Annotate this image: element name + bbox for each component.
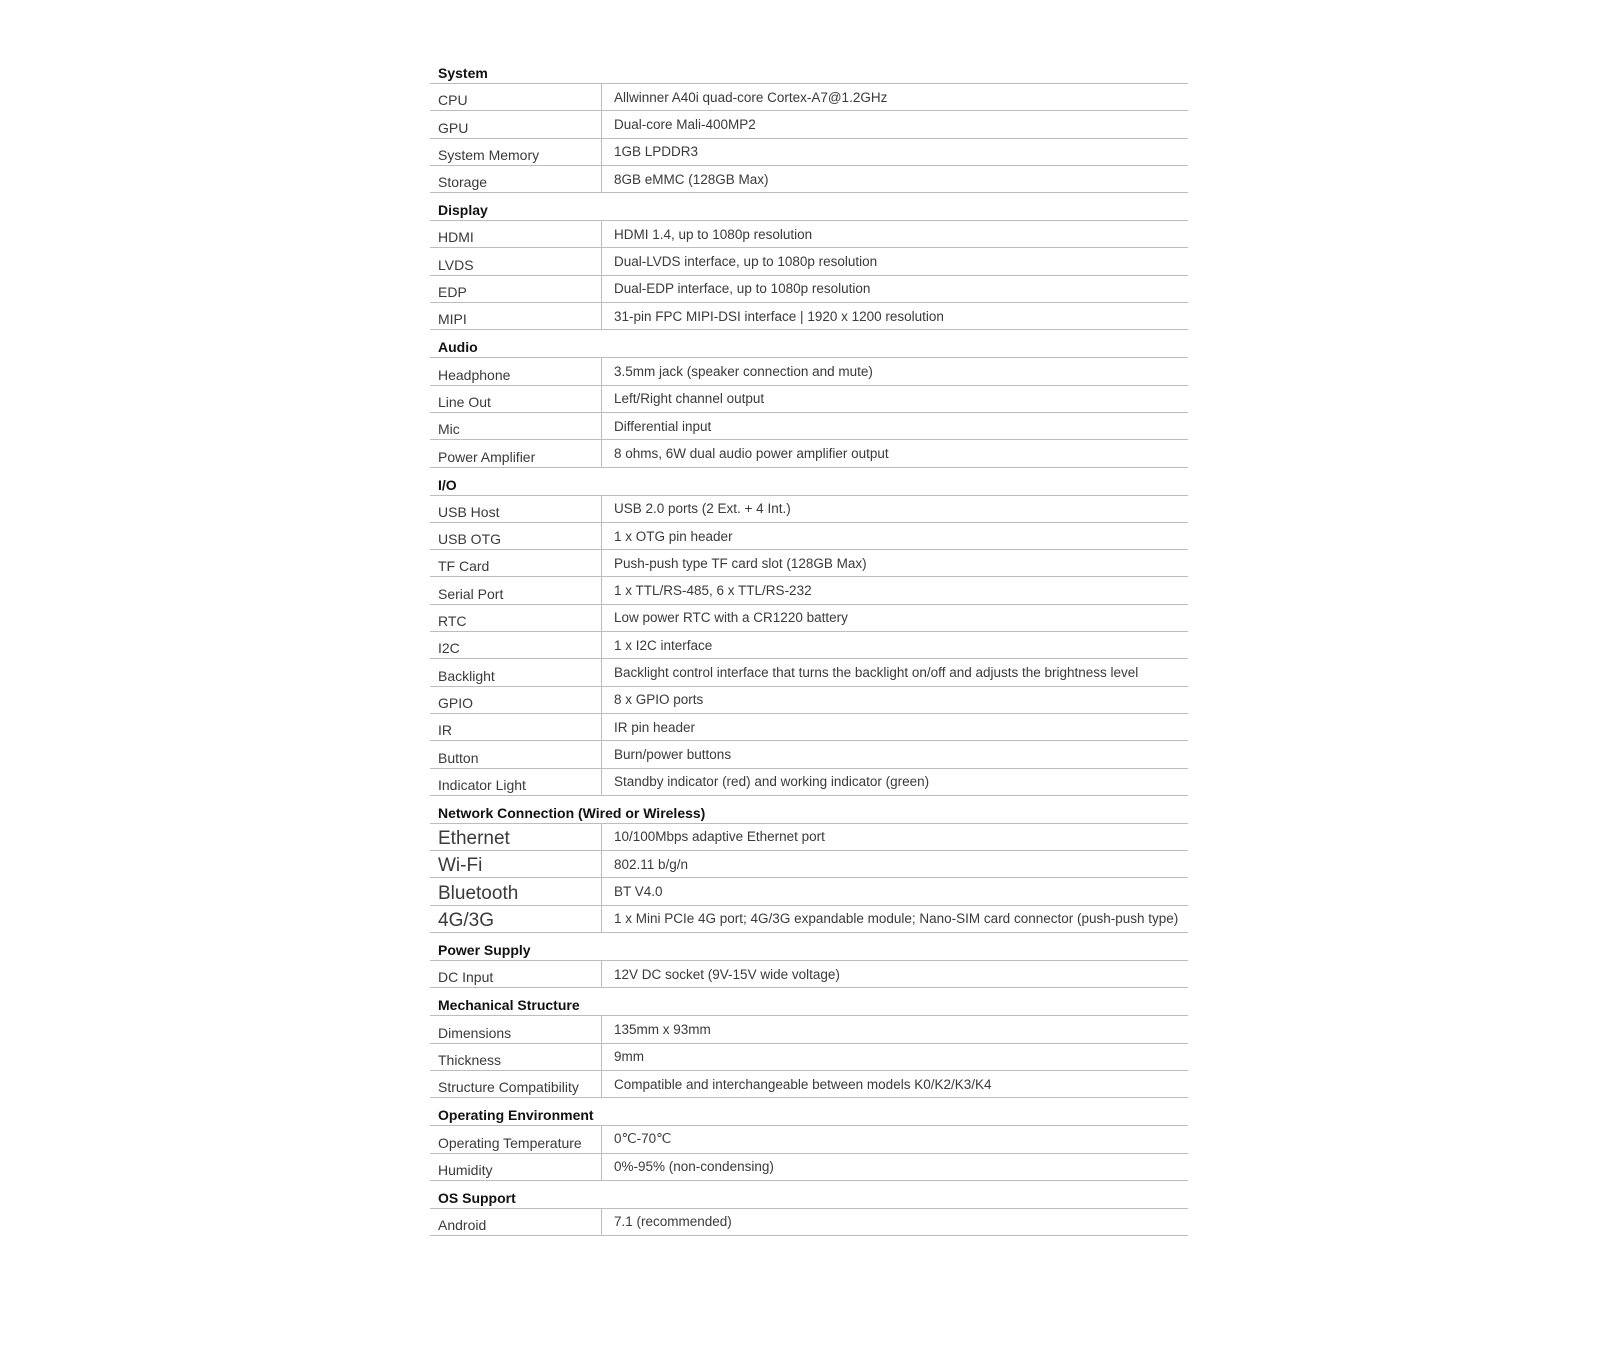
spec-value: 1GB LPDDR3	[614, 144, 699, 160]
table-row	[430, 248, 1188, 275]
spec-value: 9mm	[614, 1049, 644, 1065]
section-header: Power Supply	[430, 933, 1188, 961]
spec-label: GPIO	[430, 687, 602, 713]
spec-label: EDP	[430, 276, 602, 302]
spec-label: Ethernet	[430, 824, 602, 850]
table-row	[430, 1209, 1188, 1236]
spec-label: Bluetooth	[430, 878, 602, 904]
spec-value: 802.11 b/g/n	[614, 856, 689, 872]
spec-label: RTC	[430, 605, 602, 631]
spec-label: IR	[430, 714, 602, 740]
spec-value: Dual-core Mali-400MP2	[614, 116, 756, 132]
spec-label: Thickness	[430, 1044, 602, 1070]
table-row	[430, 1126, 1188, 1153]
spec-value: 0%-95% (non-condensing)	[614, 1159, 774, 1175]
spec-value: 0℃-70℃	[614, 1131, 672, 1147]
table-row	[430, 84, 1188, 111]
spec-value: 31-pin FPC MIPI-DSI interface | 1920 x 1200 resolution	[614, 308, 944, 324]
table-row	[430, 1044, 1188, 1071]
spec-value: USB 2.0 ports (2 Ext. + 4 Int.)	[614, 501, 791, 517]
spec-label: Structure Compatibility	[430, 1071, 602, 1097]
spec-label: USB Host	[430, 496, 602, 522]
spec-label: Android	[430, 1209, 602, 1235]
table-row	[430, 741, 1188, 768]
section-header: System	[430, 56, 1188, 84]
spec-label: 4G/3G	[430, 906, 602, 932]
table-row	[430, 1016, 1188, 1043]
table-row	[430, 659, 1188, 686]
spec-label: Storage	[430, 166, 602, 192]
spec-value: Dual-LVDS interface, up to 1080p resolution	[614, 254, 878, 270]
section-header: Display	[430, 193, 1188, 221]
spec-value: Differential input	[614, 418, 712, 434]
spec-label: Indicator Light	[430, 769, 602, 795]
table-row	[430, 358, 1188, 385]
spec-value: Compatible and interchangeable between models K0/K2/K3/K4	[614, 1076, 992, 1092]
table-row	[430, 851, 1188, 878]
spec-label: TF Card	[430, 550, 602, 576]
spec-label: DC Input	[430, 961, 602, 987]
spec-value: Low power RTC with a CR1220 battery	[614, 610, 848, 626]
section-header: I/O	[430, 468, 1188, 496]
spec-label: Backlight	[430, 659, 602, 685]
spec-label: System Memory	[430, 139, 602, 165]
spec-label: Power Amplifier	[430, 440, 602, 466]
table-row	[430, 221, 1188, 248]
spec-value: 7.1 (recommended)	[614, 1214, 732, 1230]
table-row	[430, 769, 1188, 796]
spec-label: GPU	[430, 111, 602, 137]
spec-label: MIPI	[430, 303, 602, 329]
table-row	[430, 1071, 1188, 1098]
spec-label: CPU	[430, 84, 602, 110]
spec-value: Push-push type TF card slot (128GB Max)	[614, 555, 867, 571]
spec-value: 8 x GPIO ports	[614, 692, 704, 708]
spec-label: Operating Temperature	[430, 1126, 602, 1152]
spec-label: Wi-Fi	[430, 851, 602, 877]
spec-value: Backlight control interface that turns the backlight on/off and adjusts the brightness level	[614, 664, 1139, 680]
spec-label: USB OTG	[430, 523, 602, 549]
table-row	[430, 961, 1188, 988]
table-row	[430, 413, 1188, 440]
spec-label: Mic	[430, 413, 602, 439]
spec-label: Humidity	[430, 1154, 602, 1180]
section-header: OS Support	[430, 1181, 1188, 1209]
spec-label: LVDS	[430, 248, 602, 274]
table-row	[430, 714, 1188, 741]
table-row	[430, 605, 1188, 632]
table-row	[430, 687, 1188, 714]
table-row	[430, 166, 1188, 193]
spec-value: HDMI 1.4, up to 1080p resolution	[614, 226, 813, 242]
spec-value: 8GB eMMC (128GB Max)	[614, 171, 769, 187]
section-header: Operating Environment	[430, 1098, 1188, 1126]
spec-label: Serial Port	[430, 577, 602, 603]
spec-label: Dimensions	[430, 1016, 602, 1042]
spec-label: Line Out	[430, 386, 602, 412]
table-row	[430, 577, 1188, 604]
section-header: Audio	[430, 330, 1188, 358]
spec-label: HDMI	[430, 221, 602, 247]
table-row	[430, 276, 1188, 303]
section-header: Mechanical Structure	[430, 988, 1188, 1016]
spec-value: Standby indicator (red) and working indicator (green)	[614, 774, 930, 790]
table-row	[430, 878, 1188, 905]
spec-value: Burn/power buttons	[614, 746, 732, 762]
spec-table	[430, 56, 1188, 1236]
table-row	[430, 386, 1188, 413]
spec-value: 1 x Mini PCIe 4G port; 4G/3G expandable module; Nano-SIM card connector (push-push type)	[614, 911, 1179, 927]
table-row	[430, 906, 1188, 933]
spec-value: 3.5mm jack (speaker connection and mute)	[614, 364, 873, 380]
table-row	[430, 303, 1188, 330]
table-row	[430, 1154, 1188, 1181]
spec-value: 10/100Mbps adaptive Ethernet port	[614, 829, 825, 845]
spec-value: 8 ohms, 6W dual audio power amplifier output	[614, 445, 889, 461]
spec-label: Headphone	[430, 358, 602, 384]
table-row	[430, 111, 1188, 138]
section-header: Network Connection (Wired or Wireless)	[430, 796, 1188, 824]
spec-label: Button	[430, 741, 602, 767]
spec-label: I2C	[430, 632, 602, 658]
table-row	[430, 440, 1188, 467]
table-row	[430, 139, 1188, 166]
table-row	[430, 824, 1188, 851]
spec-value: 1 x I2C interface	[614, 637, 713, 653]
spec-value: 1 x TTL/RS-485, 6 x TTL/RS-232	[614, 583, 812, 599]
spec-value: 12V DC socket (9V-15V wide voltage)	[614, 966, 840, 982]
spec-value: IR pin header	[614, 719, 696, 735]
spec-value: Left/Right channel output	[614, 391, 765, 407]
table-row	[430, 523, 1188, 550]
spec-value: 1 x OTG pin header	[614, 528, 733, 544]
spec-value: Dual-EDP interface, up to 1080p resolution	[614, 281, 871, 297]
table-row	[430, 550, 1188, 577]
spec-value: Allwinner A40i quad-core Cortex-A7@1.2GHz	[614, 89, 888, 105]
table-row	[430, 496, 1188, 523]
table-row	[430, 632, 1188, 659]
spec-value: 135mm x 93mm	[614, 1021, 711, 1037]
spec-value: BT V4.0	[614, 884, 663, 900]
